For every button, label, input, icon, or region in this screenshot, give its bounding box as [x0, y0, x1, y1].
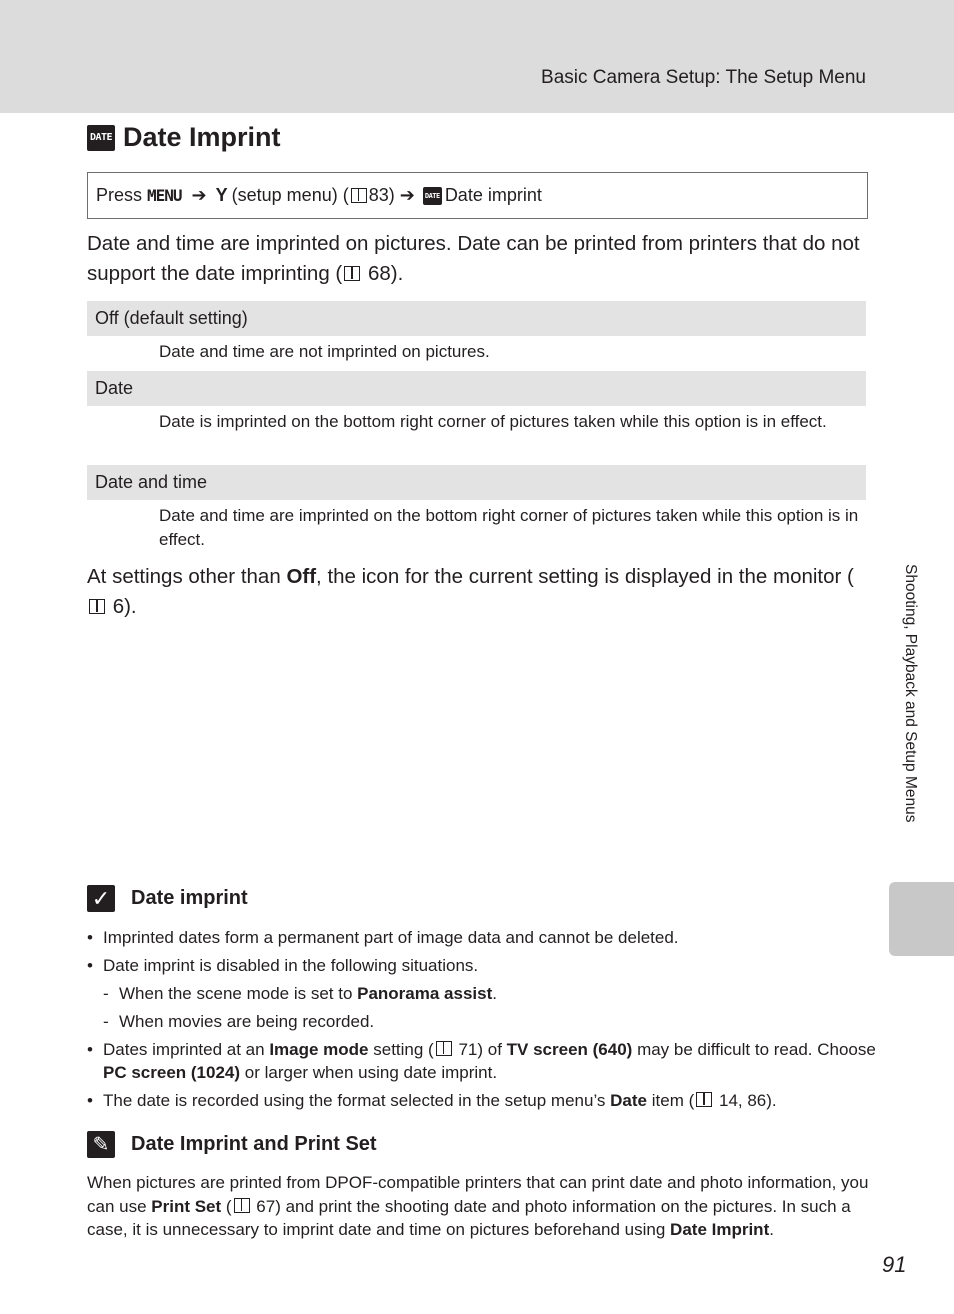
section-header: Basic Camera Setup: The Setup Menu [541, 67, 866, 88]
book-reference-icon [351, 188, 367, 203]
page-title-text: Date Imprint [123, 122, 281, 152]
menu-button-icon: MENU [147, 186, 182, 205]
settings-paragraph: At settings other than Off, the icon for the current setting is displayed in the monitor ( 6). [87, 565, 854, 618]
book-reference-icon [344, 266, 360, 281]
note-bullets [87, 926, 877, 1117]
list-item: • Date imprint is disabled in the following situations. [87, 954, 877, 977]
page-title [87, 122, 281, 153]
side-tab [889, 882, 954, 956]
book-reference-icon [436, 1041, 452, 1056]
option-date-time-label: Date and time [87, 465, 866, 500]
header-band [0, 0, 954, 113]
check-note-icon: ✓ [87, 885, 115, 912]
setup-page-ref: 83) [368, 185, 395, 205]
date-imprint-item: Date imprint [444, 185, 542, 205]
list-item: • The date is recorded using the format selected in the setup menu’s Date item ( 14, 86). [87, 1089, 877, 1112]
side-section-label: Shooting, Playback and Setup Menus [902, 564, 919, 823]
option-off-desc: Date and time are not imprinted on pictures. [159, 342, 490, 361]
option-off-label: Off (default setting) [87, 301, 866, 336]
list-item: • Dates imprinted at an Image mode setting ( 71) of TV screen (640) may be difficult to read. Choose PC screen (1024) or larger when using date imprint. [87, 1038, 877, 1084]
note-title: Date Imprint and Print Set [131, 1133, 377, 1155]
option-date-time-desc: Date and time are imprinted on the bottom right corner of pictures taken while this option is in effect. [159, 506, 859, 549]
arrow-right-icon: ➔ [191, 185, 207, 205]
setup-menu-label: (setup menu) ( [231, 185, 349, 205]
print-set-paragraph: When pictures are printed from DPOF-compatible printers that can print date and photo information, you can use Print Set ( 67) and print the shooting date and photo information on the pictures. In such a case, it is unnecessary to imprint date and time on pictures beforehand using Date Imprint. [87, 1173, 869, 1239]
date-imprint-icon: DATE [87, 125, 115, 151]
press-label: Press [96, 185, 143, 205]
note-date-imprint [87, 885, 248, 912]
book-reference-icon [234, 1198, 250, 1213]
intro-paragraph: Date and time are imprinted on pictures. Date can be printed from printers that do not support the date imprinting ( 68). [87, 232, 860, 285]
book-reference-icon [89, 599, 105, 614]
wrench-icon: Y [215, 185, 228, 205]
option-date-desc: Date is imprinted on the bottom right corner of pictures taken while this option is in effect. [159, 412, 827, 431]
list-subitem: - When the scene mode is set to Panorama assist. [87, 982, 877, 1005]
book-reference-icon [696, 1092, 712, 1107]
pencil-note-icon: ✎ [87, 1131, 115, 1158]
list-subitem: - When movies are being recorded. [87, 1010, 877, 1033]
page-number: 91 [882, 1252, 907, 1277]
note-print-set [87, 1131, 377, 1158]
arrow-right-icon: ➔ [399, 185, 415, 205]
date-imprint-icon: DATE [423, 187, 442, 205]
list-item: • Imprinted dates form a permanent part of image data and cannot be deleted. [87, 926, 877, 949]
option-date-label: Date [87, 371, 866, 406]
menu-path [87, 172, 868, 219]
note-title: Date imprint [131, 887, 248, 909]
